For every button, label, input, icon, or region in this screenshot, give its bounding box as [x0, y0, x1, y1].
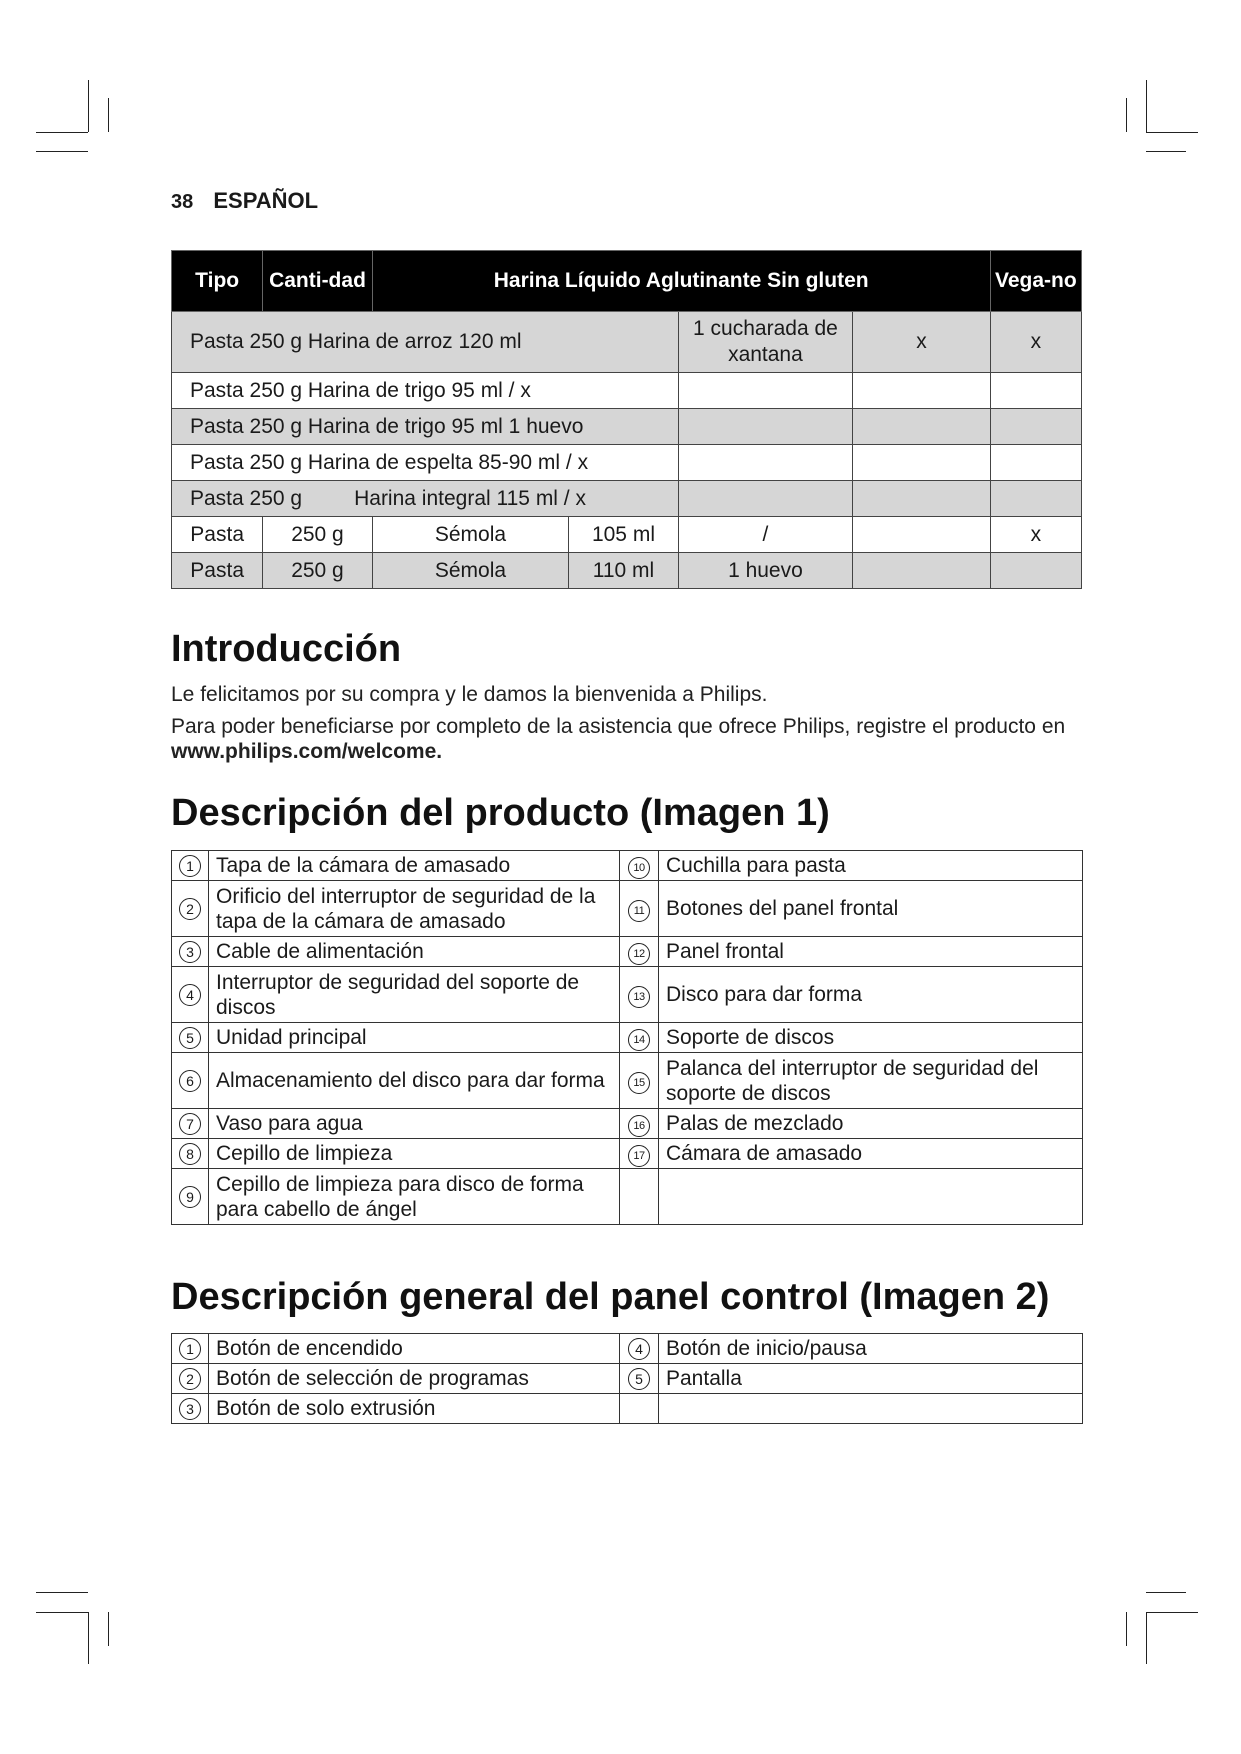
item-label: Cepillo de limpieza para disco de forma para cabello de ángel	[209, 1169, 620, 1225]
item-label: Tapa de la cámara de amasado	[209, 851, 620, 881]
item-number: 4	[179, 984, 201, 1006]
crop-mark	[36, 132, 88, 133]
table-cell	[678, 481, 853, 517]
table-cell: Pasta 250 g Harina de arroz 120 ml	[172, 312, 679, 373]
item-number: 2	[179, 898, 201, 920]
table-row	[172, 481, 1082, 517]
table-cell	[853, 553, 990, 589]
recipe-table-header	[172, 251, 1082, 312]
item-number: 11	[628, 900, 650, 922]
parts-row	[172, 881, 1083, 937]
table-cell	[990, 481, 1081, 517]
item-number: 17	[628, 1145, 650, 1167]
table-cell: /	[678, 517, 853, 553]
item-number-cell	[620, 1139, 659, 1169]
item-label: Pantalla	[659, 1364, 1083, 1394]
item-label	[659, 1169, 1083, 1225]
item-label	[659, 1394, 1083, 1424]
item-number-cell	[172, 937, 209, 967]
item-number: 2	[179, 1368, 201, 1390]
item-number: 3	[179, 1398, 201, 1420]
item-label: Botón de inicio/pausa	[659, 1334, 1083, 1364]
table-cell-part: Harina integral 115 ml / x	[354, 486, 586, 510]
item-label: Disco para dar forma	[659, 967, 1083, 1023]
table-cell: x	[853, 312, 990, 373]
item-label: Palas de mezclado	[659, 1109, 1083, 1139]
intro-paragraph-1: Le felicitamos por su compra y le damos la bienvenida a Philips.	[171, 683, 768, 706]
recipe-table	[171, 250, 1082, 589]
table-cell: 1 cucharada de xantana	[678, 312, 853, 373]
crop-mark	[1126, 1612, 1127, 1646]
item-number-cell	[172, 1364, 209, 1394]
item-label: Cepillo de limpieza	[209, 1139, 620, 1169]
item-label: Orificio del interruptor de seguridad de la tapa de la cámara de amasado	[209, 881, 620, 937]
column-vegano: Vega-no	[990, 251, 1081, 312]
parts-row	[172, 1139, 1083, 1169]
table-cell	[172, 481, 679, 517]
item-number: 7	[179, 1113, 201, 1135]
item-number-cell	[620, 1109, 659, 1139]
item-number-cell	[620, 967, 659, 1023]
table-row	[172, 553, 1082, 589]
item-label: Cámara de amasado	[659, 1139, 1083, 1169]
table-cell	[990, 409, 1081, 445]
item-label: Cuchilla para pasta	[659, 851, 1083, 881]
table-row	[172, 373, 1082, 409]
table-cell: Sémola	[372, 517, 569, 553]
parts-row	[172, 1169, 1083, 1225]
item-number-cell	[620, 937, 659, 967]
table-cell	[678, 373, 853, 409]
item-label: Almacenamiento del disco para dar forma	[209, 1053, 620, 1109]
table-row	[172, 517, 1082, 553]
item-number: 12	[628, 943, 650, 965]
parts-row	[172, 1364, 1083, 1394]
crop-mark	[108, 1612, 109, 1646]
crop-mark	[1146, 132, 1198, 133]
item-number-cell	[172, 967, 209, 1023]
item-number: 1	[179, 1338, 201, 1360]
table-cell: x	[990, 517, 1081, 553]
table-cell	[990, 445, 1081, 481]
table-cell	[853, 445, 990, 481]
table-cell: Pasta	[172, 553, 263, 589]
crop-mark	[1146, 151, 1186, 152]
item-number: 6	[179, 1070, 201, 1092]
item-number: 4	[628, 1338, 650, 1360]
item-label: Soporte de discos	[659, 1023, 1083, 1053]
table-cell: Pasta 250 g Harina de trigo 95 ml 1 huevo	[172, 409, 679, 445]
crop-mark	[36, 151, 88, 152]
product-parts-table	[171, 850, 1083, 1225]
item-label: Botones del panel frontal	[659, 881, 1083, 937]
item-number-cell	[620, 1169, 659, 1225]
intro-paragraph-2	[171, 714, 1091, 764]
item-number-cell	[172, 1139, 209, 1169]
item-label: Botón de selección de programas	[209, 1364, 620, 1394]
table-cell	[853, 373, 990, 409]
parts-row	[172, 1023, 1083, 1053]
table-cell: Sémola	[372, 553, 569, 589]
table-cell: 250 g	[263, 517, 372, 553]
section-title-introduccion: Introducción	[171, 628, 402, 670]
item-number: 3	[179, 941, 201, 963]
table-cell: Pasta	[172, 517, 263, 553]
item-number: 16	[628, 1115, 650, 1137]
item-number-cell	[620, 1023, 659, 1053]
table-row	[172, 409, 1082, 445]
item-label: Botón de solo extrusión	[209, 1394, 620, 1424]
item-number: 9	[179, 1186, 201, 1208]
section-title-panel: Descripción general del panel control (Imagen 2)	[171, 1276, 1050, 1318]
column-tipo: Tipo	[172, 251, 263, 312]
crop-mark	[1146, 1612, 1147, 1664]
item-number-cell	[620, 881, 659, 937]
crop-mark	[36, 1592, 88, 1593]
parts-row	[172, 1334, 1083, 1364]
crop-mark	[36, 1612, 88, 1613]
panel-parts-table	[171, 1333, 1083, 1424]
item-number-cell	[172, 851, 209, 881]
item-label: Panel frontal	[659, 937, 1083, 967]
item-number: 15	[628, 1072, 650, 1094]
table-cell	[678, 445, 853, 481]
table-cell	[990, 553, 1081, 589]
parts-row	[172, 967, 1083, 1023]
page-language: ESPAÑOL	[213, 188, 319, 213]
item-number: 5	[628, 1368, 650, 1390]
table-cell	[990, 373, 1081, 409]
table-cell: Pasta 250 g Harina de trigo 95 ml / x	[172, 373, 679, 409]
table-cell-part: Pasta 250 g	[190, 486, 303, 510]
item-label: Vaso para agua	[209, 1109, 620, 1139]
item-label: Botón de encendido	[209, 1334, 620, 1364]
item-label: Interruptor de seguridad del soporte de discos	[209, 967, 620, 1023]
crop-mark	[88, 1612, 89, 1664]
crop-mark	[1146, 1592, 1186, 1593]
item-number-cell	[620, 1334, 659, 1364]
parts-row	[172, 1394, 1083, 1424]
philips-link[interactable]: www.philips.com/welcome.	[171, 740, 443, 763]
table-cell: Pasta 250 g Harina de espelta 85-90 ml / x	[172, 445, 679, 481]
table-cell: 110 ml	[569, 553, 678, 589]
column-cantidad: Canti-dad	[263, 251, 372, 312]
table-cell	[853, 517, 990, 553]
crop-mark	[88, 80, 89, 132]
parts-row	[172, 1109, 1083, 1139]
table-cell: 105 ml	[569, 517, 678, 553]
table-cell	[853, 409, 990, 445]
crop-mark	[1126, 98, 1127, 132]
crop-mark	[1146, 1612, 1198, 1613]
item-number-cell	[172, 1023, 209, 1053]
table-cell: 250 g	[263, 553, 372, 589]
item-number-cell	[172, 1394, 209, 1424]
intro-paragraph-2-text: Para poder beneficiarse por completo de la asistencia que ofrece Philips, registre el producto en	[171, 715, 1066, 738]
item-number: 14	[628, 1029, 650, 1051]
item-number: 1	[179, 855, 201, 877]
parts-row	[172, 1053, 1083, 1109]
item-number-cell	[172, 1169, 209, 1225]
item-label: Unidad principal	[209, 1023, 620, 1053]
table-row	[172, 312, 1082, 373]
item-number-cell	[620, 851, 659, 881]
item-number-cell	[620, 1053, 659, 1109]
section-title-producto: Descripción del producto (Imagen 1)	[171, 792, 830, 834]
column-harina-liquido-aglutinante: Harina Líquido Aglutinante Sin gluten	[372, 251, 990, 312]
item-number-cell	[172, 1334, 209, 1364]
page-number: 38	[171, 191, 194, 213]
table-cell	[853, 481, 990, 517]
table-row	[172, 445, 1082, 481]
crop-mark	[1146, 80, 1147, 132]
item-number-cell	[620, 1364, 659, 1394]
crop-mark	[108, 98, 109, 132]
table-cell: x	[990, 312, 1081, 373]
item-label: Palanca del interruptor de seguridad del soporte de discos	[659, 1053, 1083, 1109]
item-number-cell	[172, 1109, 209, 1139]
parts-row	[172, 937, 1083, 967]
table-cell: 1 huevo	[678, 553, 853, 589]
item-label: Cable de alimentación	[209, 937, 620, 967]
item-number-cell	[172, 1053, 209, 1109]
item-number: 5	[179, 1027, 201, 1049]
item-number: 10	[628, 857, 650, 879]
parts-row	[172, 851, 1083, 881]
item-number: 8	[179, 1143, 201, 1165]
item-number-cell	[620, 1394, 659, 1424]
page-header	[171, 188, 318, 214]
table-cell	[678, 409, 853, 445]
item-number-cell	[172, 881, 209, 937]
item-number: 13	[628, 986, 650, 1008]
